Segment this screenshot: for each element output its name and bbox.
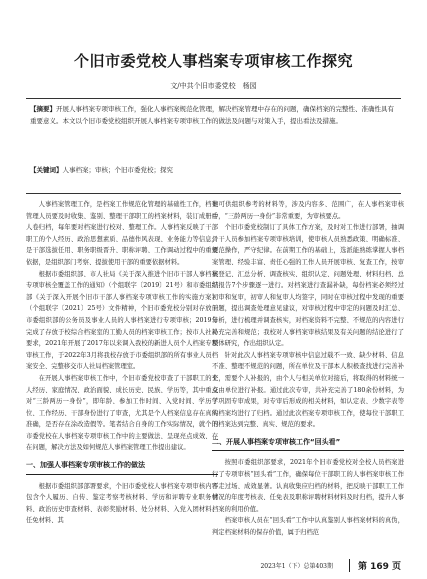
right-column [212,199,404,539]
keywords [30,164,398,176]
article-title: 个旧市委党校人事档案专项审核工作探究 [73,52,353,70]
paragraph: 根据市委组织部、市人社局《关于深入推进个旧市干部人事档案专项审核全覆盖工作的通知》（个组联字〔2019〕21号）和市委组织部《关于深入开展个旧市干部人事档案专项审核工作的实施方案》（个组联字〔2021〕25号）文件精神，个旧市委党校分别对存放于市委组织部的公务员及事业人员的人事档案进行专项审核；2019年完成了存放于校综合档案室的工勤人员的档案审核工作；按市人社局要求，2021年开展了2017年以来调入我校的新进人员个人档案专项审核工作，于2022年3月将我校存放于市委组织部的所有事业人员档案安全、完整移交市人社局档案管理室。 [26,270,218,371]
abstract [30,103,398,127]
keywords-label: 【关键词】 [30,166,63,174]
page-footer [26,559,401,573]
abstract-label: 【摘要】 [30,105,56,113]
paragraph: 针对此次人事档案专项审核中信息过载不一致、缺少材料、信息不准、整理不规范的问题，所在单位及干部本人积极查找进行完善补充，需要个人补报的，由个人与相关单位对接后，将取得的材料统一交由单位进行补报。通过此次专审，共补充完善了180余份材料，为了巩固专审成果，对专审后形成的相关材料，如认定表、少数字表等的档案均进行了归档。通过此次档案专项审核工作，使每位干部职工的档案达到完整、真实、规范的要求。 [212,351,404,429]
author-line: 文/中共个旧市委党校 杨园 [170,82,257,90]
paragraph: 档案审核人员在“回头看”工作中认真鉴别人事档案材料的真伪，判定档案材料的保存价值，属于归档范 [212,517,404,537]
paragraph: 个旧市委党校制订了具体工作方案，及时对工作进行部署，抽调骨干人员参加档案专项审核培训，使审核人员熟悉政策、明确标准、规范操作，严守纪律。在前期工作的基础上，选派能熟练掌握人事档案管理、经验丰富、责任心强的工作人员开展审核、复查工作，按审核登记、汇总分析、调查核实、组织认定、问题处理、材料归档、总结报告7个步骤逐一进行。对档案进行查漏补缺，每份档案必须经过初审和复审，初审人和复审人均签字，同时在审核过程中发现的重要问题，提出调查处理意见建议，对审核过程中审定的问题及时汇总、分析，进行梳理并调查核实，对档案资料不完整、不规范的内容进行补充完善和规范；我校对人事档案审核结果及有关问题的结论进行了整体研究，作出组织认定。 [212,224,404,348]
paragraph: 按照市委组织部要求，2021年个旧市委党校对全校人员档案进行了专项审核“回头看”工作，确保每位干部职工的人事档案审核工作不走过场、成效显著。认真收集应归档的材料，把反映干部职工工作情况的年度考核表、任免表及职称评聘材料材料及时归档，提升人事档案的利用价值。 [212,459,404,513]
paragraph: 他可供组织参考的材料等，涉及内容多、范围广，在人事档案审核中，“三龄两历一身份”非常重要，为审核要点。 [212,201,404,220]
left-column [26,199,218,527]
abstract-text: 开展人事档案专项审核工作，强化人事档案规范化管理，解决档案管理中存在的问题，确保档案的完整性、准确性具有重要意义。本文以个旧市委党校组织开展人事档案专项审核工作的做法及问题与对策入手，提出看法及措施。 [30,105,394,125]
section-heading: 一、加强人事档案专项审核工作的做法 [26,460,218,475]
paragraph: 人事档案管理工作，是档案工作规范化管理的基础性工作，档案管理人员要及时收集、鉴别、整理干部职工的档案材料，装订成册后人卷归档，每年要对档案进行校对、整理工作。人事档案反映了干部职工的个人经历、政治思想素质、品德作风表现、业务能力等信息，是干部选拔任用、职务职级晋升、职称评聘、工作调动过程中的重要依据，是组织部门考察、提拔使用干部的重要依据材料。 [26,201,218,266]
paragraph: 在开展人事档案审核工作中，个旧市委党校审查了干部职工的个人经历、家庭情况、政治面貌、成长历史、民族、学历等，其中重点对“三龄两历一身份”，即年龄、参加工作时间、入党时间、学历学位、工作经历、干部身份进行了审查，尤其是个人档案信息存在真实准确，是否存在涂改造假等。笔者结合自身的工作实际情况，就个旧市委党校在人事档案专项审核工作中的主要做法、呈现亮点成效、存在问题，解决方法及如何规范人事档案管理工作提出建议。 [26,374,218,452]
issue-label: 2023年1（下）总第403期 [260,563,333,570]
page-number: 第 169 页 [349,559,401,572]
keywords-text: 人事档案；审核；个旧市委党校；探究 [62,166,173,174]
paragraph: 根据市委组织部部署要求，个旧市委党校人事档案专项审核内容包含个人履历、自传、鉴定考察考核材料、学历和评聘专业职务材料、政治历史审查材料、表彰奖励材料、处分材料、入党入团材料、任免材料、其 [26,482,218,525]
section-heading: 二、开展人事档案专项审核工作“回头看” [212,437,404,452]
